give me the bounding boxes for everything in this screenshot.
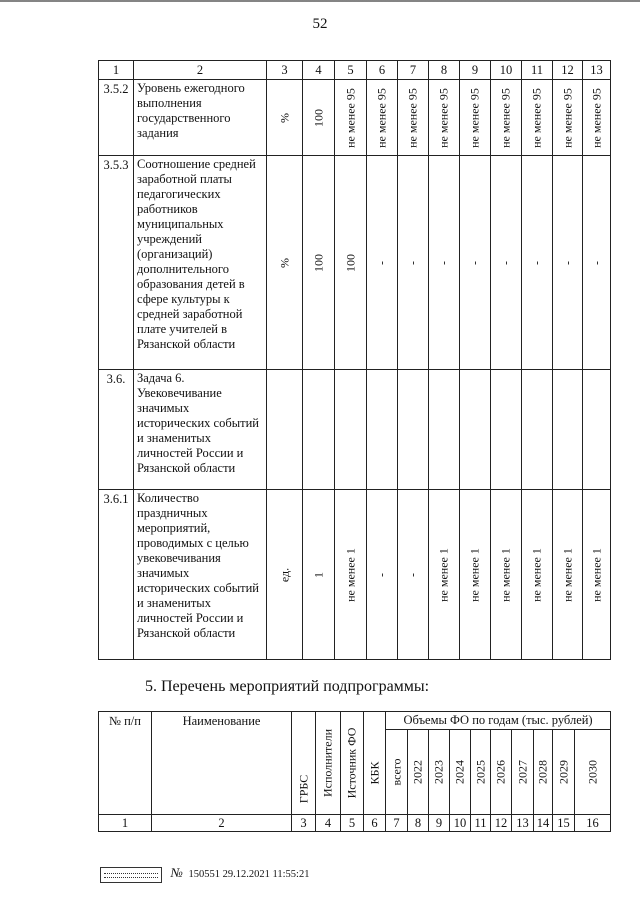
column-number: 13 [512,815,534,832]
year-value-cell: не менее 1 [522,490,553,660]
year-value-cell: - [553,156,583,370]
column-number: 9 [429,815,450,832]
year-value-cell: - [522,156,553,370]
row-number: 3.6. [99,370,134,490]
header-cell: 7 [398,61,429,80]
year-value-cell: - [460,156,491,370]
document-footer [100,865,309,883]
header-cell: 13 [583,61,611,80]
year-value-cell: не менее 95 [583,80,611,156]
column-number: 1 [99,815,152,832]
row-name: Уровень ежегодного выполнения государственного задания [134,80,267,156]
col-kbk-header: КБК [364,712,386,815]
year-value-cell: - [491,156,522,370]
column-number: 10 [450,815,471,832]
table-header-row [99,61,611,80]
year-value-cell: не менее 95 [398,80,429,156]
table-row [99,80,611,156]
footer-doc-number: 150551 [188,869,221,880]
section-heading: 5. Перечень мероприятий подпрограммы: [145,678,430,695]
year-value-cell: не менее 1 [335,490,367,660]
scan-top-edge [0,0,640,5]
col-source-header: Источник ФО [341,712,364,815]
year-value-cell: не менее 1 [583,490,611,660]
col-number-header: № п/п [99,712,152,815]
year-value-cell: - [398,490,429,660]
base-value-cell: 1 [303,490,335,660]
column-number: 7 [386,815,408,832]
registration-stamp-icon [100,867,162,883]
year-header: 2023 [429,730,450,815]
column-number: 3 [292,815,316,832]
year-header: 2028 [534,730,553,815]
unit-cell: ед. [267,490,303,660]
footer-doc-date: 29.12.2021 11:55:21 [222,869,310,880]
column-number: 8 [408,815,429,832]
header-cell: 6 [367,61,398,80]
row-number: 3.6.1 [99,490,134,660]
column-number: 15 [553,815,575,832]
year-value-cell: - [583,156,611,370]
year-header: 2025 [471,730,491,815]
year-value-cell: не менее 95 [460,80,491,156]
year-value-cell: 100 [335,156,367,370]
table-row [99,370,611,490]
year-header: 2024 [450,730,471,815]
unit-cell: % [267,80,303,156]
header-cell: 1 [99,61,134,80]
funding-group-header: Объемы ФО по годам (тыс. рублей) [386,712,611,730]
base-value-cell: 100 [303,156,335,370]
year-value-cell: не менее 1 [553,490,583,660]
year-header: всего [386,730,408,815]
year-header: 2027 [512,730,534,815]
year-header: 2029 [553,730,575,815]
year-value-cell: не менее 95 [429,80,460,156]
column-number: 2 [152,815,292,832]
year-value-cell: не менее 95 [491,80,522,156]
col-grbs-header: ГРБС [292,712,316,815]
header-cell: 11 [522,61,553,80]
unit-cell: % [267,156,303,370]
year-value-cell: не менее 95 [522,80,553,156]
row-number: 3.5.2 [99,80,134,156]
row-name: Количество праздничных мероприятий, проводимых с целью увековечивания значимых исторических событий и знаменитых личностей России и Рязанской области [134,490,267,660]
page-number: 52 [312,16,328,32]
column-number: 11 [471,815,491,832]
column-number: 14 [534,815,553,832]
row-number: 3.5.3 [99,156,134,370]
indicators-table [98,60,611,660]
year-value-cell: не менее 95 [367,80,398,156]
table-row [99,490,611,660]
year-value-cell: - [367,490,398,660]
header-cell: 9 [460,61,491,80]
header-cell: 2 [134,61,267,80]
year-header: 2022 [408,730,429,815]
activities-table [98,711,611,832]
year-value-cell: не менее 1 [491,490,522,660]
column-number: 6 [364,815,386,832]
header-cell: 3 [267,61,303,80]
column-number: 5 [341,815,364,832]
year-value-cell: - [367,156,398,370]
header-cell: 12 [553,61,583,80]
table-header-row [99,712,611,730]
base-value-cell: 100 [303,80,335,156]
table-row [99,156,611,370]
column-number-row [99,815,611,832]
header-cell: 4 [303,61,335,80]
year-value-cell: не менее 95 [335,80,367,156]
footer-number-sign: № [170,865,183,880]
column-number: 12 [491,815,512,832]
column-number: 4 [316,815,341,832]
header-cell: 10 [491,61,522,80]
row-name: Задача 6. Увековечивание значимых исторических событий и знаменитых личностей России и Рязанской области [134,370,267,490]
year-value-cell: - [429,156,460,370]
header-cell: 8 [429,61,460,80]
header-cell: 5 [335,61,367,80]
year-header: 2030 [575,730,611,815]
column-number: 16 [575,815,611,832]
year-header: 2026 [491,730,512,815]
year-value-cell: не менее 1 [429,490,460,660]
year-value-cell: не менее 1 [460,490,491,660]
col-executors-header: Исполнители [316,712,341,815]
year-value-cell: не менее 95 [553,80,583,156]
year-value-cell: - [398,156,429,370]
col-name-header: Наименование [152,712,292,815]
row-name: Соотношение средней заработной платы педагогических работников муниципальных учреждений (организаций) дополнительного образования детей в сфере культуры к средней заработной плате учителей в Рязанской области [134,156,267,370]
